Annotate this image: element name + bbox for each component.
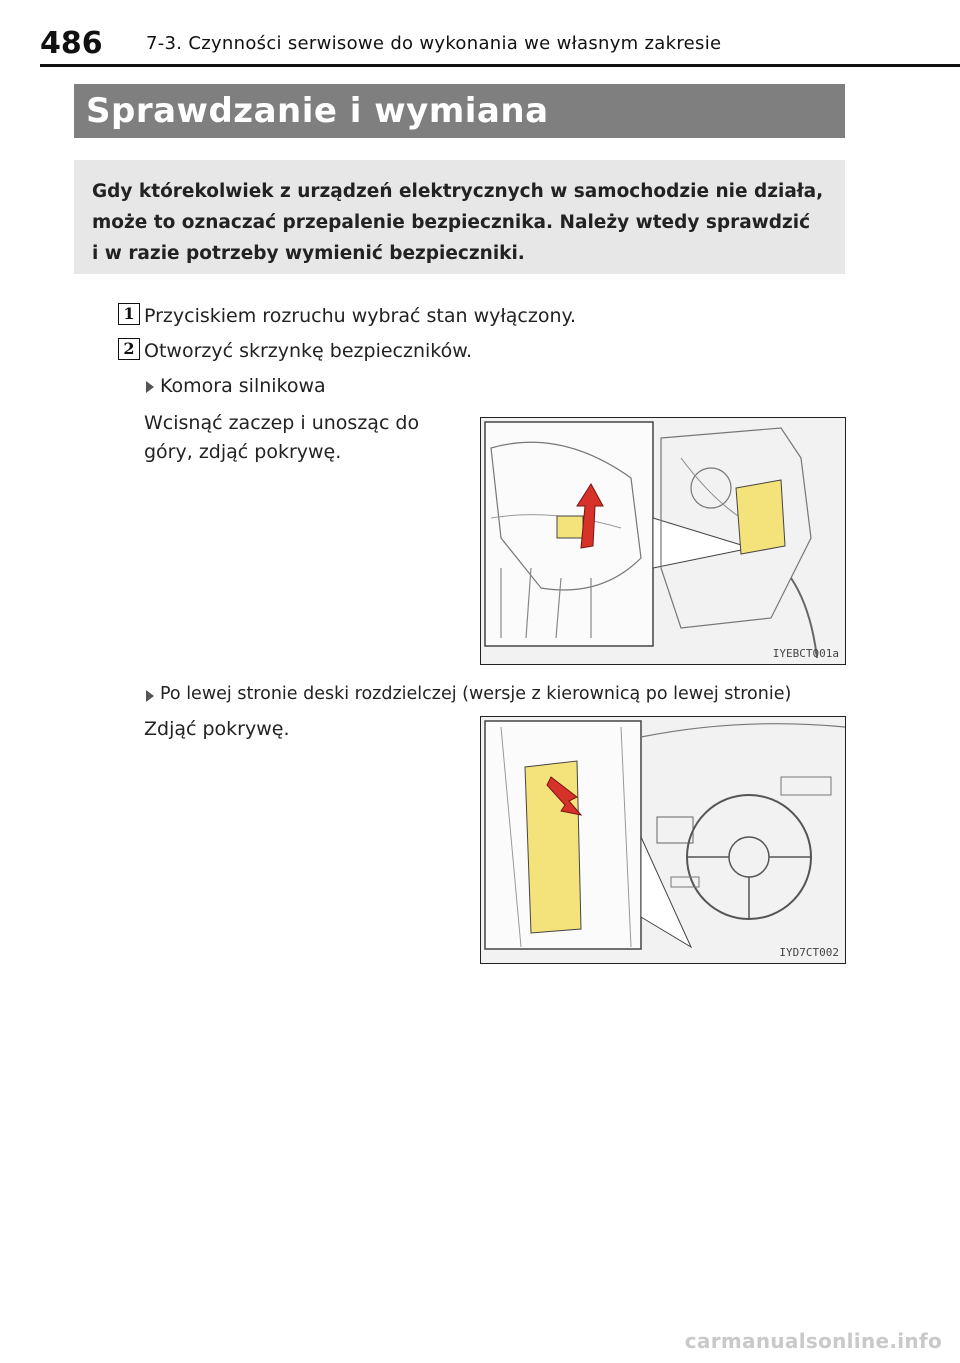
dashboard-illustration (481, 717, 845, 963)
figure-code: IYD7CT002 (779, 946, 839, 959)
figure-code: IYEBCT001a (772, 647, 839, 660)
intro-line: i w razie potrzeby wymienić bezpieczniki. (92, 243, 525, 264)
step-2-text: Otworzyć skrzynkę bezpieczników. (144, 340, 473, 362)
bullet-arrow-icon (146, 381, 154, 393)
step-number-1: 1 (118, 303, 140, 325)
fuse-box-highlight (736, 480, 785, 554)
header-rule (40, 64, 960, 67)
step-1-text: Przyciskiem rozruchu wybrać stan wyłączony. (144, 305, 577, 327)
sub-body-dashboard: Zdjąć pokrywę. (144, 718, 290, 740)
dashboard-fuse-box-figure (480, 716, 846, 964)
step-number-2: 2 (118, 338, 140, 360)
clip-highlight (557, 516, 583, 538)
page-title: Sprawdzanie i wymiana (74, 84, 845, 138)
intro-line: może to oznaczać przepalenie bezpiecznika. Należy wtedy sprawdzić (92, 212, 811, 233)
page-number: 486 (40, 26, 103, 61)
section-title: 7-3. Czynności serwisowe do wykonania we własnym zakresie (146, 33, 722, 54)
sub-heading-dashboard: Po lewej stronie deski rozdzielczej (wersje z kierownicą po lewej stronie) (160, 684, 792, 704)
watermark: carmanualsonline.info (684, 1329, 942, 1353)
intro-line: Gdy którekolwiek z urządzeń elektrycznych w samochodzie nie działa, (92, 181, 824, 202)
sub-body-line: góry, zdjąć pokrywę. (144, 441, 342, 463)
engine-illustration (481, 418, 845, 664)
bullet-arrow-icon (146, 690, 154, 702)
sub-body-engine (144, 409, 464, 467)
sub-heading-engine: Komora silnikowa (160, 375, 326, 397)
sub-body-line: Wcisnąć zaczep i unosząc do (144, 412, 420, 434)
intro-box (74, 160, 845, 274)
engine-fuse-box-figure (480, 417, 846, 665)
